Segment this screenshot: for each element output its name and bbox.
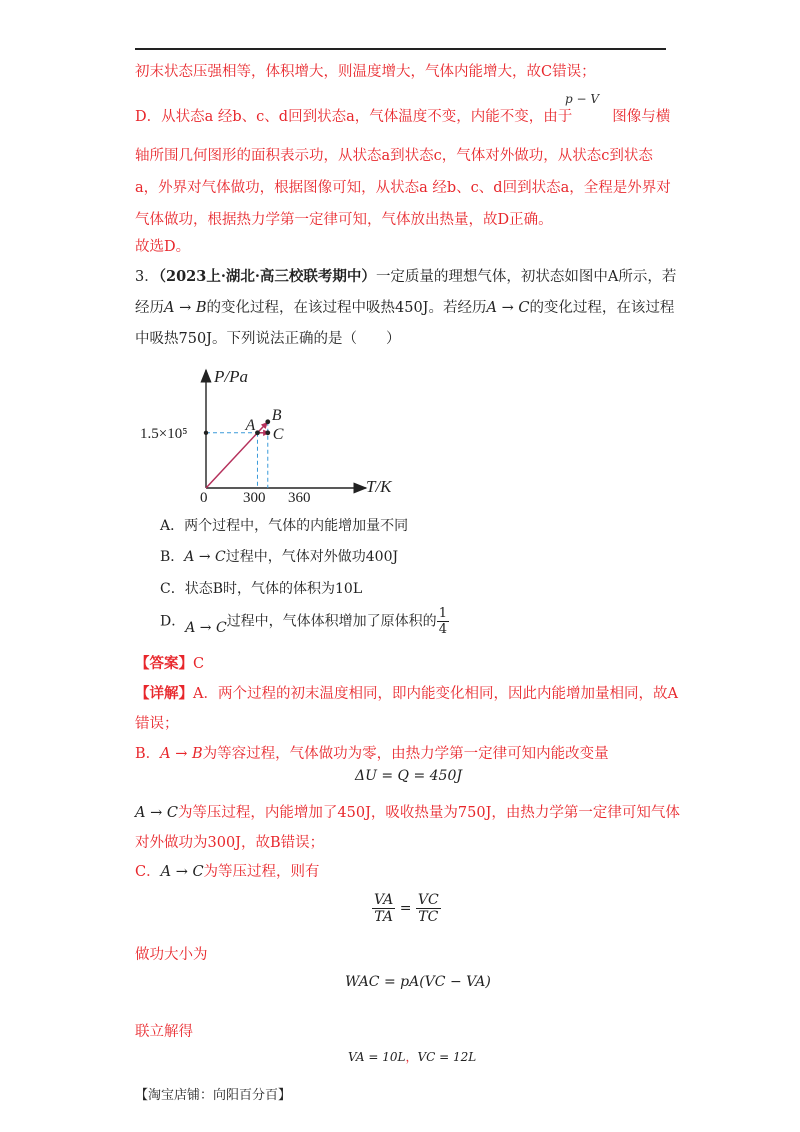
option-b-text: 过程中，气体对外做功400J [225,549,399,565]
detail-a1: A．两个过程的初末温度相同，即内能变化相同，因此内能增加量相同，故A [193,686,678,702]
option-b-expr: A → C [184,549,226,565]
option-d-fraction [437,606,449,637]
detail-line-6 [135,862,320,882]
prev-line-1: 初末状态压强相等，体积增大，则温度增大，气体内能增大，故C错误； [135,64,596,80]
answer-value: C [193,656,205,672]
answer-line [135,654,204,674]
question-text-2a: 经历 [135,300,164,316]
option-c: C．状态B时，气体的体积为10L [160,581,363,597]
detail-line-4 [135,803,680,823]
eq-ratio [372,892,441,925]
detail-cc-expr: A → C [160,864,204,880]
footer-shop: 【淘宝店铺：向阳百分百】 [135,1088,292,1103]
frac-right-num: VC [417,892,439,908]
fraction-numerator: 1 [438,606,447,621]
eq-delta-u: ΔU = Q = 450J [355,768,462,784]
x-axis-label: T/K [366,477,392,496]
detail-c-expr: A → C [135,805,178,821]
detail-line-2: 错误； [135,716,179,732]
option-b [160,546,398,566]
question-line-1 [135,267,676,287]
frac-left-num: VA [374,892,394,908]
x-tick-300: 300 [243,490,266,506]
option-d-text: 过程中，气体体积增加了原体积的 [226,613,437,630]
eq-sign: = [399,900,412,917]
point-b [265,419,270,424]
question-line-2 [135,298,674,318]
point-a [255,430,260,435]
detail-line-3 [135,744,609,764]
point-c-label: C [272,425,284,443]
question-line-3: 中吸热750J。下列说法正确的是（ ） [135,331,401,347]
fraction-denominator: 4 [438,622,447,637]
detail-line-5: 对外做功为300J，故B错误； [135,835,325,851]
eq-work: WAC = pA(VC − VA) [345,974,491,990]
y-tick-label: 1.5×10⁵ [140,426,188,442]
frac-left-den: TA [374,909,393,925]
prev-line-2b: 图像与横 [612,109,671,125]
detail-c-text: 为等压过程，内能增加了450J，吸收热量为750J，由热力学第一定律可知气体 [177,805,680,821]
eq-va: VA = 10L [348,1050,406,1064]
eq-solutions [348,1048,476,1065]
expr-a-to-b: A → B [164,300,207,316]
detail-solve-text: 联立解得 [135,1024,193,1040]
option-d [160,606,449,637]
frac-right [416,892,441,925]
question-source: （2023上·湖北·高三校联考期中） [158,268,376,285]
question-text-2b: 的变化过程，在该过程中吸热450J。若经历 [206,300,487,316]
detail-cc-prefix: C． [135,864,161,880]
point-b-label: B [271,406,282,424]
frac-left [372,892,395,925]
prev-line-3: 轴所围几何图形的面积表示功，从状态a到状态c，气体对外做功，从状态c到状态 [135,148,653,164]
detail-b-expr: A → B [160,746,203,762]
detail-b-prefix: B． [135,746,161,762]
prev-line-5: 气体做功，根据热力学第一定律可知，气体放出热量，故D正确。 [135,212,553,228]
option-d-prefix: D． [160,613,186,630]
header-rule [135,48,666,50]
question-text-1: 一定质量的理想气体，初状态如图中A所示，若 [375,269,677,285]
option-a: A．两个过程中，气体的内能增加量不同 [160,518,409,534]
y-axis-label: P/Pa [214,367,248,386]
prev-line-2 [135,107,670,127]
expr-a-to-c: A → C [486,300,530,316]
detail-label: 【详解】 [135,685,193,702]
question-text-2c: 的变化过程，在该过程 [529,300,675,316]
question-number: 3． [135,269,159,285]
frac-right-den: TC [418,909,439,925]
detail-b-text: 为等容过程，气体做功为零，由热力学第一定律可知内能改变量 [202,746,609,762]
pv-label: p − V [565,92,600,106]
detail-cc-text: 为等压过程，则有 [203,864,320,880]
point-a-label: A [245,416,256,434]
prev-line-6: 故选D。 [135,239,191,255]
option-b-prefix: B． [160,549,185,565]
origin-label: 0 [200,490,208,506]
prev-line-4: a，外界对气体做功，根据图像可知，从状态a 经b、c、d回到状态a，全程是外界对 [135,180,671,196]
eq-vc: VC = 12L [417,1050,477,1064]
prev-line-2a: D．从状态a 经b、c、d回到状态a，气体温度不变，内能不变，由于 [135,109,573,125]
answer-label: 【答案】 [135,655,193,672]
y-tick-dot [204,431,208,435]
x-tick-360: 360 [288,490,311,506]
eq-separator: ， [405,1050,418,1064]
detail-line-1 [135,684,678,704]
option-d-expr: A → C [185,619,227,636]
pt-chart [130,362,420,512]
detail-work-text: 做功大小为 [135,947,208,963]
point-c [265,430,270,435]
